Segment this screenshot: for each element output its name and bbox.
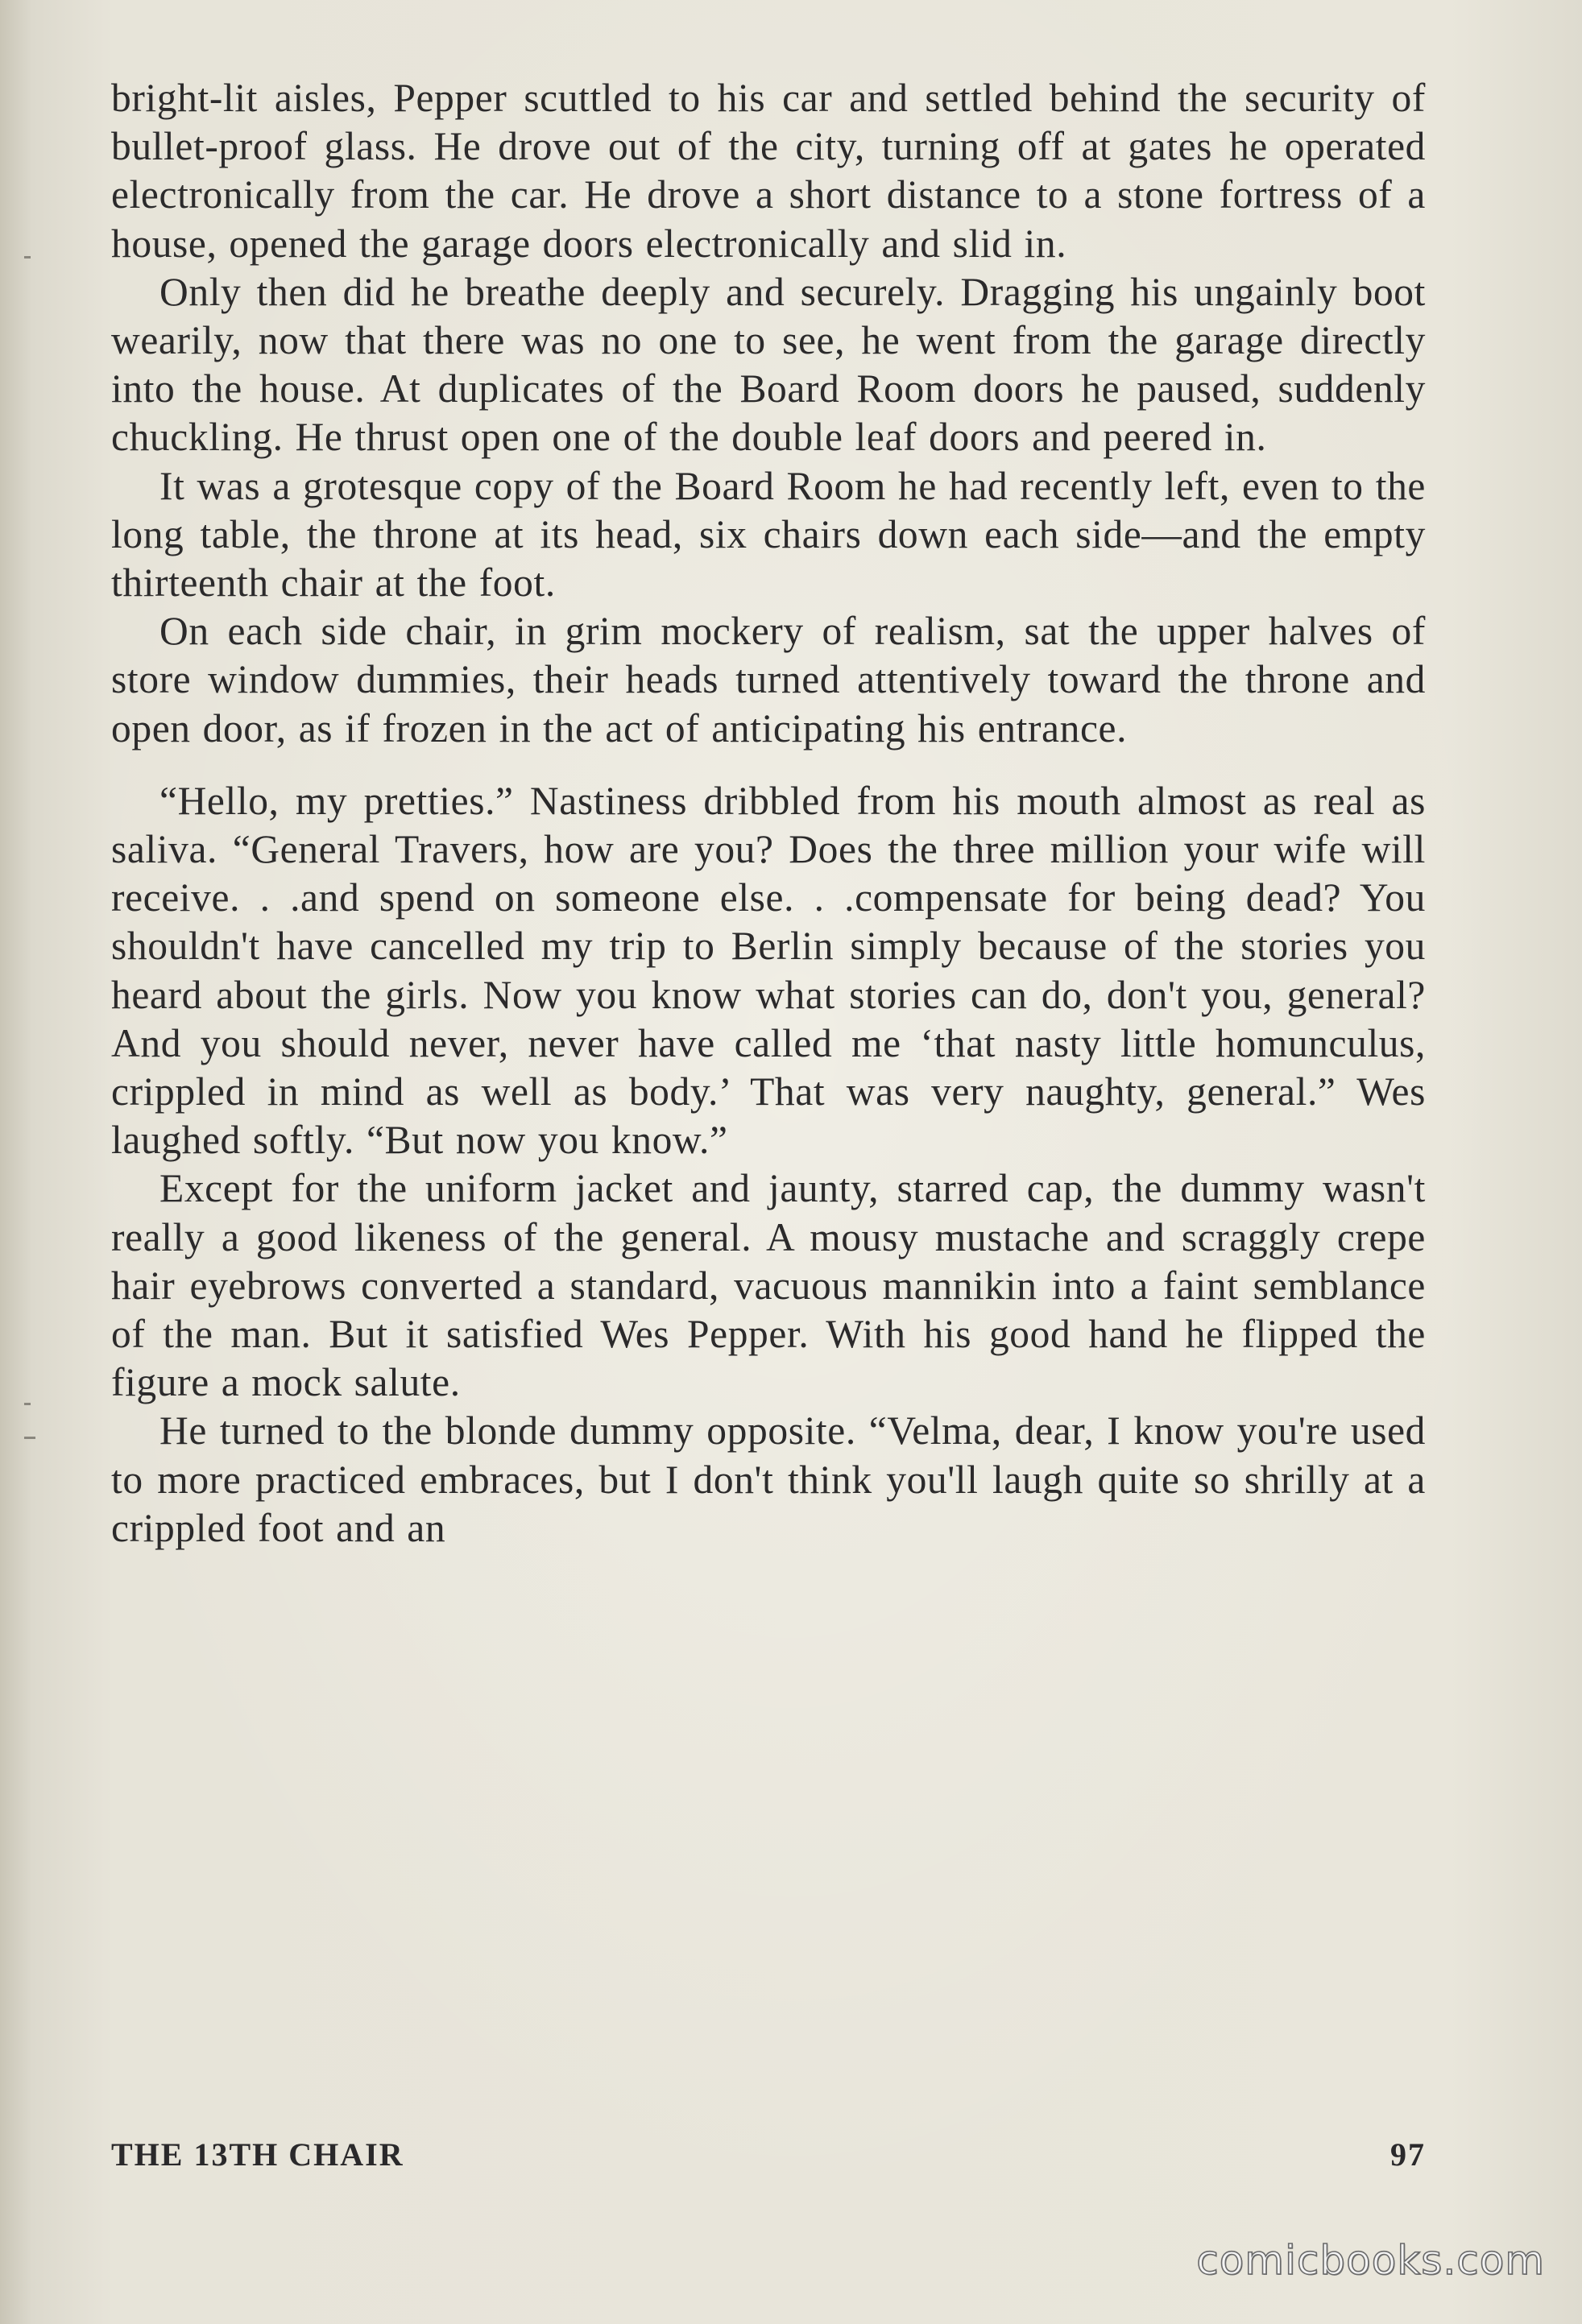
margin-speck xyxy=(24,1403,31,1405)
page-number: 97 xyxy=(1390,2136,1426,2173)
margin-speck xyxy=(24,1437,35,1439)
paragraph-7: He turned to the blonde dummy opposite. “Velma, dear, I know you're used to more practiced embraces, but I don't think you'll laugh quite so shrilly at a crippled foot and an xyxy=(111,1408,1426,1550)
body-text xyxy=(111,74,1426,1553)
margin-speck xyxy=(24,256,31,258)
paragraph-3: It was a grotesque copy of the Board Room he had recently left, even to the long table, the throne at its head, six chairs down each side—and the empty thirteenth chair at the foot. xyxy=(111,463,1426,606)
paragraph-5: “Hello, my pretties.” Nastiness dribbled from his mouth almost as real as saliva. “General Travers, how are you? Does the three million your wife will receive. . .and spend on someone else. . .compensate for being dead? You shouldn't have cancelled my trip to Berlin simply because of the stories you heard about the girls. Now you know what stories can do, don't you, general? And you should never, never have called me ‘that nasty little homunculus, crippled in mind as well as body.’ That was very naughty, general.” Wes laughed softly. “But now you know.” xyxy=(111,778,1426,1163)
page-body xyxy=(111,74,1426,1553)
paragraph-6: Except for the uniform jacket and jaunty, starred cap, the dummy wasn't really a good likeness of the general. A mousy mustache and scraggly crepe hair eyebrows converted a standard, vacuous mannikin into a faint semblance of the man. But it satisfied Wes Pepper. With his good hand he flipped the figure a mock salute. xyxy=(111,1166,1426,1405)
page-footer xyxy=(111,2136,1426,2184)
running-title: THE 13TH CHAIR xyxy=(111,2136,404,2173)
paragraph-4: On each side chair, in grim mockery of realism, sat the upper halves of store window dummies, their heads turned attentively toward the throne and open door, as if frozen in the act of anticipating his entrance. xyxy=(111,609,1426,751)
paragraph-2: Only then did he breathe deeply and securely. Dragging his ungainly boot wearily, now that there was no one to see, he went from the garage directly into the house. At duplicates of the Board Room doors he paused, suddenly chuckling. He thrust open one of the double leaf doors and peered in. xyxy=(111,269,1426,460)
paragraph-1: bright-lit aisles, Pepper scuttled to his car and settled behind the security of bullet-proof glass. He drove out of the city, turning off at gates he operated electronically from the car. He drove a short distance to a stone fortress of a house, opened the garage doors electronically and slid in. xyxy=(111,76,1426,266)
watermark-logo: comicbooks.com xyxy=(1196,2237,1545,2284)
